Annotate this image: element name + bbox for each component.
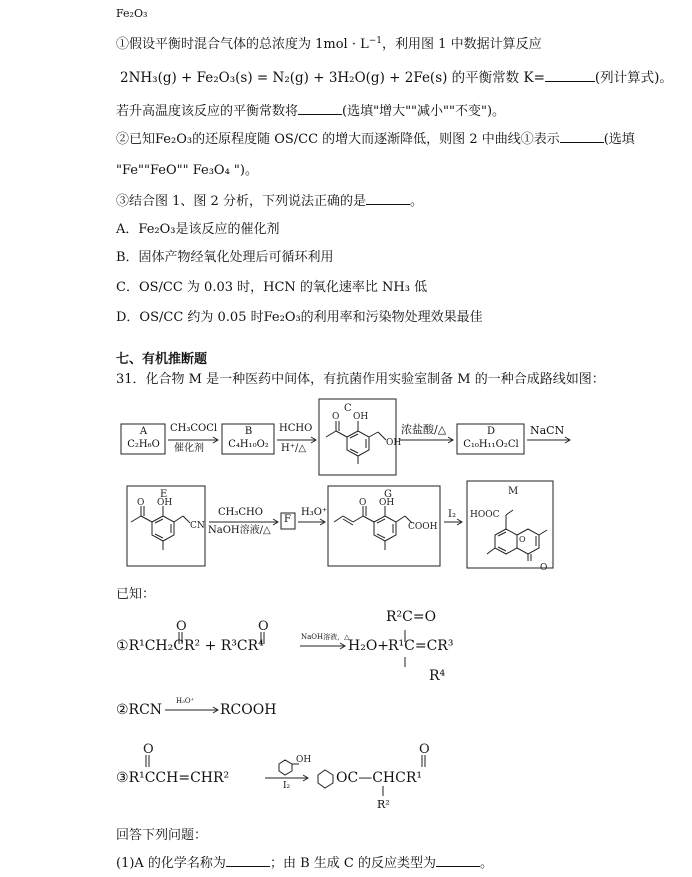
reagent-5-bottom: NaOH溶液/△ <box>208 525 271 536</box>
svg-text:O: O <box>332 412 340 422</box>
svg-text:O: O <box>137 498 145 508</box>
svg-text:OH: OH <box>296 755 312 765</box>
compound-d <box>458 425 524 454</box>
compound-a-formula: C₂H₆O <box>127 439 160 450</box>
reagent-4-top: NaCN <box>530 424 565 437</box>
reagent-7-top: I₂ <box>448 509 456 520</box>
known-reaction-2: ②RCN <box>116 702 163 718</box>
svg-text:O: O <box>540 563 548 573</box>
q1-rise-text: 若升高温度该反应的平衡常数将 <box>116 104 299 119</box>
svg-text:O: O <box>176 619 187 634</box>
known-reaction-1 <box>116 638 264 654</box>
answer-q1-part2: ；由 B 生成 C 的反应类型为 <box>269 856 436 871</box>
q3-line-text: ③结合图 1、图 2 分析，下列说法正确的是 <box>116 194 366 209</box>
q1-rise-tail: (选填"增大""减小""不变")。 <box>342 104 506 119</box>
known-title: 已知： <box>116 587 156 602</box>
answer-q1-part3: 。 <box>479 856 493 871</box>
q31-stem: 31．化合物 M 是一种医药中间体，有抗菌作用实验室制备 M 的一种合成路线如图： <box>116 372 605 387</box>
k3-condition-bottom: I₂ <box>283 781 291 791</box>
svg-text:E: E <box>160 489 168 500</box>
svg-text:OH: OH <box>353 412 369 422</box>
q1-lead-text: ①假设平衡时混合气体的总浓度为 1mol · L <box>116 37 369 52</box>
svg-text:COOH: COOH <box>408 522 438 532</box>
answer-blank[interactable] <box>436 855 480 867</box>
q3-option-c: C．OS/CC 为 0.03 时，HCN 的氧化速率比 NH₃ 低 <box>116 280 428 295</box>
q2-line2: "Fe""FeO"" Fe₃O₄ ")。 <box>116 163 258 178</box>
q3-line-tail: 。 <box>409 194 423 209</box>
q2-line1-text: ②已知Fe₂O₃的还原程度随 OS/CC 的增大而逐渐降低，则图 2 中曲线①表示 <box>116 132 560 147</box>
answer-blank[interactable] <box>226 855 270 867</box>
svg-text:OH: OH <box>157 498 173 508</box>
k3-number: ③ <box>116 770 129 786</box>
known-reaction-3 <box>116 770 229 786</box>
reagent-1-top: CH₃COCl <box>170 423 218 434</box>
k3-product-r2: R² <box>377 798 390 811</box>
reagent-2-top: HCHO <box>279 423 313 434</box>
compound-d-label: D <box>486 426 496 437</box>
c-label-text: C <box>344 403 352 414</box>
k3-reactant: R¹CCH=CHR² <box>128 770 230 786</box>
q3-option-a: A．Fe₂O₃是该反应的催化剂 <box>116 222 280 237</box>
k1-condition: NaOH溶液，△ <box>301 633 350 641</box>
reagent-5-top: CH₃CHO <box>218 507 263 518</box>
svg-text:O: O <box>519 535 526 544</box>
k1-product: H₂O+ <box>348 638 390 654</box>
k1-product-bottom: R⁴ <box>429 668 446 684</box>
answer-q1-part1: (1)A 的化学名称为 <box>116 856 226 871</box>
compound-b-formula: C₄H₁₀O₂ <box>228 439 269 450</box>
k1-product-top: R²C=O <box>386 609 437 625</box>
q1-eq-text: 2NH₃(g) + Fe₂O₃(s) = N₂(g) + 3H₂O(g) + 2Fe(s) 的平衡常数 K= <box>120 70 545 86</box>
k1-reactant-2: R³CR⁴ <box>220 638 264 654</box>
compound-a <box>122 425 165 454</box>
q3-option-b: B．固体产物经氧化处理后可循环利用 <box>116 250 334 265</box>
k1-number: ① <box>116 638 129 654</box>
k1-product-main: R¹C=CR³ <box>388 638 454 654</box>
q1-lead-tail: ，利用图 1 中数据计算反应 <box>382 37 542 52</box>
reagent-2-bottom: H⁺/△ <box>281 443 307 454</box>
compound-d-formula: C₁₀H₁₁O₂Cl <box>463 439 519 450</box>
fe2o3-formula: Fe₂O₃ <box>116 7 148 20</box>
svg-text:O: O <box>143 742 154 757</box>
k2-product: RCOOH <box>220 702 277 718</box>
q1-lead-sup: −1 <box>368 36 383 46</box>
q3-option-d: D．OS/CC 约为 0.05 时Fe₂O₃的利用率和污染物处理效果最佳 <box>116 310 483 325</box>
svg-text:CN: CN <box>190 521 205 531</box>
k1-reactant-1: R¹CH₂CR² <box>128 638 201 654</box>
svg-text:O: O <box>359 498 367 508</box>
reagent-3-top: 浓盐酸/△ <box>401 423 447 436</box>
svg-text:HOOC: HOOC <box>470 510 500 520</box>
compound-a-label: A <box>139 426 148 437</box>
answer-q1 <box>116 855 493 872</box>
reagent-6-top: H₃O⁺ <box>301 507 328 518</box>
q2-line1-tail: (选填 <box>603 132 635 147</box>
svg-text:M: M <box>508 486 519 497</box>
section-title: 七、有机推断题 <box>116 352 208 367</box>
k2-condition: H₃O⁺ <box>176 697 195 705</box>
q1-eq-tail: (列计算式)。 <box>594 70 673 86</box>
svg-text:O: O <box>258 619 269 634</box>
answer-title: 回答下列问题： <box>116 828 208 843</box>
svg-text:G: G <box>384 489 392 500</box>
reagent-1-bottom: 催化剂 <box>174 443 204 454</box>
svg-text:OH: OH <box>379 498 395 508</box>
k1-plus: + <box>204 638 217 654</box>
compound-f-label: F <box>284 514 291 525</box>
compound-b <box>223 425 274 454</box>
compound-b-label: B <box>244 426 253 437</box>
k3-product: OC—CHCR¹ <box>336 770 422 786</box>
svg-text:OH: OH <box>386 438 402 448</box>
svg-text:O: O <box>419 742 430 757</box>
